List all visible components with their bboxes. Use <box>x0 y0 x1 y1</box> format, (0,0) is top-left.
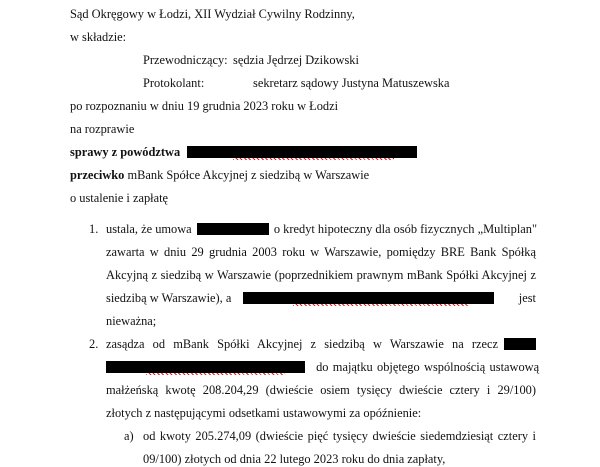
defendant-name: mBank Spółce Akcyjnej z siedzibą w Warszawie <box>127 168 370 182</box>
chair-label: Przewodniczący: <box>143 53 228 67</box>
composition-label: w składzie: <box>70 30 127 44</box>
chair-name: sędzia Jędrzej Dzikowski <box>233 53 359 67</box>
redacted-contract-number <box>197 223 269 235</box>
redacted-plaintiff <box>187 146 417 158</box>
trial-label: na rozprawie <box>70 122 135 136</box>
plaintiff-label: sprawy z powództwa <box>70 145 181 159</box>
item-2-line-3: małżeńską kwotę 208.204,29 (dwieście osiem tysięcy dwieście cztery i 29/100) <box>106 383 536 397</box>
case-subject: o ustalenie i zapłatę <box>70 191 169 205</box>
against-label: przeciwko <box>70 168 125 182</box>
sub-item-a-line-2: 09/100) złotych od dnia 22 lutego 2023 roku do dnia zapłaty, <box>143 452 446 466</box>
clerk-name: sekretarz sądowy Justyna Matuszewska <box>253 76 450 90</box>
redacted-borrowers <box>243 292 494 304</box>
plaintiff-line <box>70 145 417 160</box>
item-1-line-5: nieważna; <box>106 314 157 328</box>
sub-item-a-line-1: od kwoty 205.274,09 (dwieście pięć tysięcy dwieście siedemdziesiąt cztery i <box>143 429 536 443</box>
item-1-line-2: zawarta w dniu 29 grudnia 2003 roku w Warszawie, pomiędzy BRE Bank Spółką <box>106 245 536 259</box>
sub-item-a-label: a) <box>124 429 134 443</box>
item-2-line-1 <box>106 337 536 352</box>
redacted-recipient-2 <box>106 361 305 373</box>
item-2-line-4: złotych z następującymi odsetkami ustawowymi za opóźnienie: <box>106 406 422 420</box>
item-2-number: 2. <box>89 337 99 351</box>
item-1-text-c: siedzibą w Warszawie), a <box>106 291 232 305</box>
item-2-text-b: do majątku objętego wspólnością ustawową <box>316 360 540 374</box>
redacted-recipient-1 <box>504 338 536 350</box>
item-1-line-1 <box>106 222 537 237</box>
hearing-info: po rozpoznaniu w dniu 19 grudnia 2023 roku w Łodzi <box>70 99 339 113</box>
item-1-number: 1. <box>89 222 99 236</box>
item-2-line-2 <box>106 360 539 375</box>
item-1-line-3: Akcyjną z siedzibą w Warszawie (poprzednikiem prawnym mBank Spółki Akcyjnej z <box>106 268 536 282</box>
item-1-text-d: jest <box>518 291 536 305</box>
item-1-text-a: ustala, że umowa <box>106 222 192 236</box>
clerk-label: Protokolant: <box>143 76 205 90</box>
defendant-line <box>70 168 369 183</box>
court-name: Sąd Okręgowy w Łodzi, XII Wydział Cywilny Rodzinny, <box>70 7 355 21</box>
item-2-text-a: zasądza od mBank Spółki Akcyjnej z siedzibą w Warszawie na rzecz <box>106 337 498 351</box>
item-1-line-4 <box>106 291 536 306</box>
item-1-text-b: o kredyt hipoteczny dla osób fizycznych „Multiplan" <box>273 222 538 236</box>
